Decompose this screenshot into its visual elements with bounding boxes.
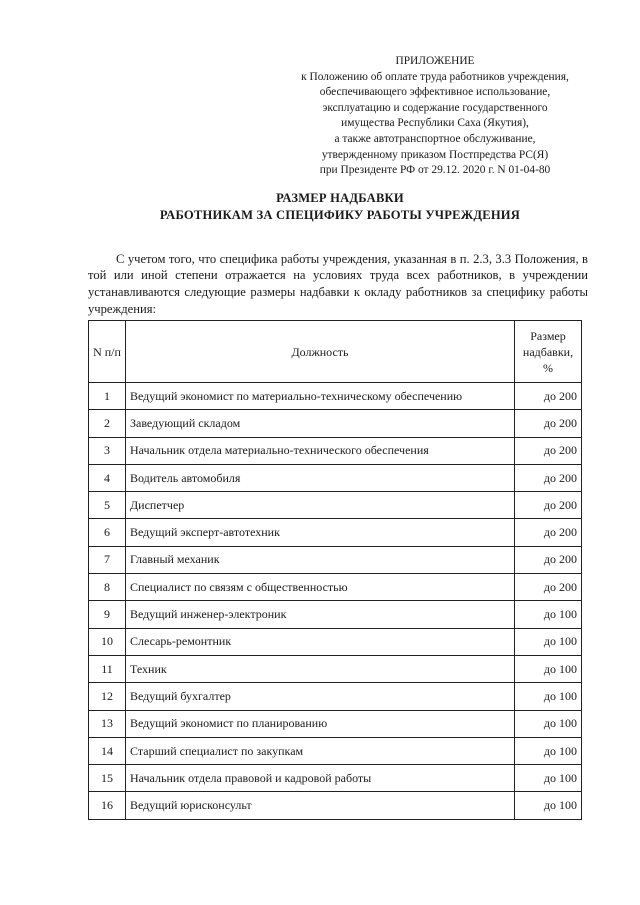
row-num: 12: [89, 683, 126, 710]
appendix-line: а также автотранспортное обслуживание,: [334, 132, 536, 145]
row-num: 10: [89, 628, 126, 655]
intro-paragraph: С учетом того, что специфика работы учреждения, указанная в п. 2.3, 3.3 Положения, в той или иной степени отражается на условиях труда всех работников, в учреждении устанавливаются следующие размеры надбавки к окладу работников за специфику работы учреждения:: [88, 251, 588, 316]
row-num: 16: [89, 792, 126, 819]
row-num: 15: [89, 765, 126, 792]
row-size: до 100: [515, 683, 582, 710]
table-row: [89, 737, 582, 764]
row-num: 14: [89, 737, 126, 764]
appendix-line: к Положению об оплате труда работников учреждения,: [301, 70, 569, 83]
row-num: 3: [89, 437, 126, 464]
row-size: до 100: [515, 710, 582, 737]
table-row: [89, 519, 582, 546]
table-row: [89, 546, 582, 573]
title-line-1: РАЗМЕР НАДБАВКИ: [276, 191, 404, 205]
row-position: Диспетчер: [126, 492, 515, 519]
table-row: [89, 710, 582, 737]
table-row: [89, 437, 582, 464]
row-size: до 200: [515, 464, 582, 491]
row-size: до 200: [515, 492, 582, 519]
header-size: Размер надбавки, %: [515, 321, 582, 383]
row-num: 7: [89, 546, 126, 573]
table-row: [89, 601, 582, 628]
row-position: Ведущий юрисконсульт: [126, 792, 515, 819]
appendix-line: эксплуатацию и содержание государственного: [322, 101, 548, 114]
table-row: [89, 683, 582, 710]
header-num: N п/п: [89, 321, 126, 383]
row-size: до 100: [515, 765, 582, 792]
appendix-line: утвержденному приказом Постпредства РС(Я): [321, 148, 549, 161]
row-num: 8: [89, 574, 126, 601]
row-size: до 200: [515, 383, 582, 410]
appendix-line: обеспечивающего эффективное использование,: [319, 86, 551, 99]
title-line-2: РАБОТНИКАМ ЗА СПЕЦИФИКУ РАБОТЫ УЧРЕЖДЕНИЯ: [159, 208, 521, 222]
row-num: 5: [89, 492, 126, 519]
row-position: Заведующий складом: [126, 410, 515, 437]
table-row: [89, 464, 582, 491]
row-num: 4: [89, 464, 126, 491]
row-position: Главный механик: [126, 546, 515, 573]
row-position: Техник: [126, 655, 515, 682]
row-position: Ведущий инженер-электроник: [126, 601, 515, 628]
document-title: [80, 190, 600, 224]
row-position: Водитель автомобиля: [126, 464, 515, 491]
table-row: [89, 765, 582, 792]
appendix-heading: ПРИЛОЖЕНИЕ: [395, 55, 475, 67]
row-position: Старший специалист по закупкам: [126, 737, 515, 764]
row-position: Ведущий экономист по планированию: [126, 710, 515, 737]
table-row: [89, 492, 582, 519]
table-row: [89, 792, 582, 819]
table-row: [89, 383, 582, 410]
row-size: до 200: [515, 437, 582, 464]
row-num: 6: [89, 519, 126, 546]
table-row: [89, 574, 582, 601]
table-row: [89, 655, 582, 682]
appendix-line: имущества Республики Саха (Якутия),: [341, 117, 529, 130]
allowance-table: [88, 320, 582, 820]
row-size: до 100: [515, 601, 582, 628]
row-num: 1: [89, 383, 126, 410]
row-num: 2: [89, 410, 126, 437]
row-position: Ведущий эксперт-автотехник: [126, 519, 515, 546]
row-size: до 200: [515, 410, 582, 437]
appendix-line: при Президенте РФ от 29.12. 2020 г. N 01-04-80: [319, 164, 551, 177]
header-position: Должность: [126, 321, 515, 383]
row-num: 13: [89, 710, 126, 737]
row-size: до 200: [515, 546, 582, 573]
row-position: Ведущий экономист по материально-техническому обеспечению: [126, 383, 515, 410]
row-size: до 100: [515, 737, 582, 764]
table-row: [89, 628, 582, 655]
appendix-block: [270, 54, 600, 179]
row-position: Ведущий бухгалтер: [126, 683, 515, 710]
row-position: Слесарь-ремонтник: [126, 628, 515, 655]
row-size: до 200: [515, 519, 582, 546]
row-position: Специалист по связям с общественностью: [126, 574, 515, 601]
row-size: до 100: [515, 655, 582, 682]
row-size: до 200: [515, 574, 582, 601]
row-num: 9: [89, 601, 126, 628]
table-row: [89, 410, 582, 437]
row-position: Начальник отдела правовой и кадровой работы: [126, 765, 515, 792]
table-header-row: [89, 321, 582, 383]
row-size: до 100: [515, 792, 582, 819]
row-num: 11: [89, 655, 126, 682]
row-size: до 100: [515, 628, 582, 655]
row-position: Начальник отдела материально-технического обеспечения: [126, 437, 515, 464]
